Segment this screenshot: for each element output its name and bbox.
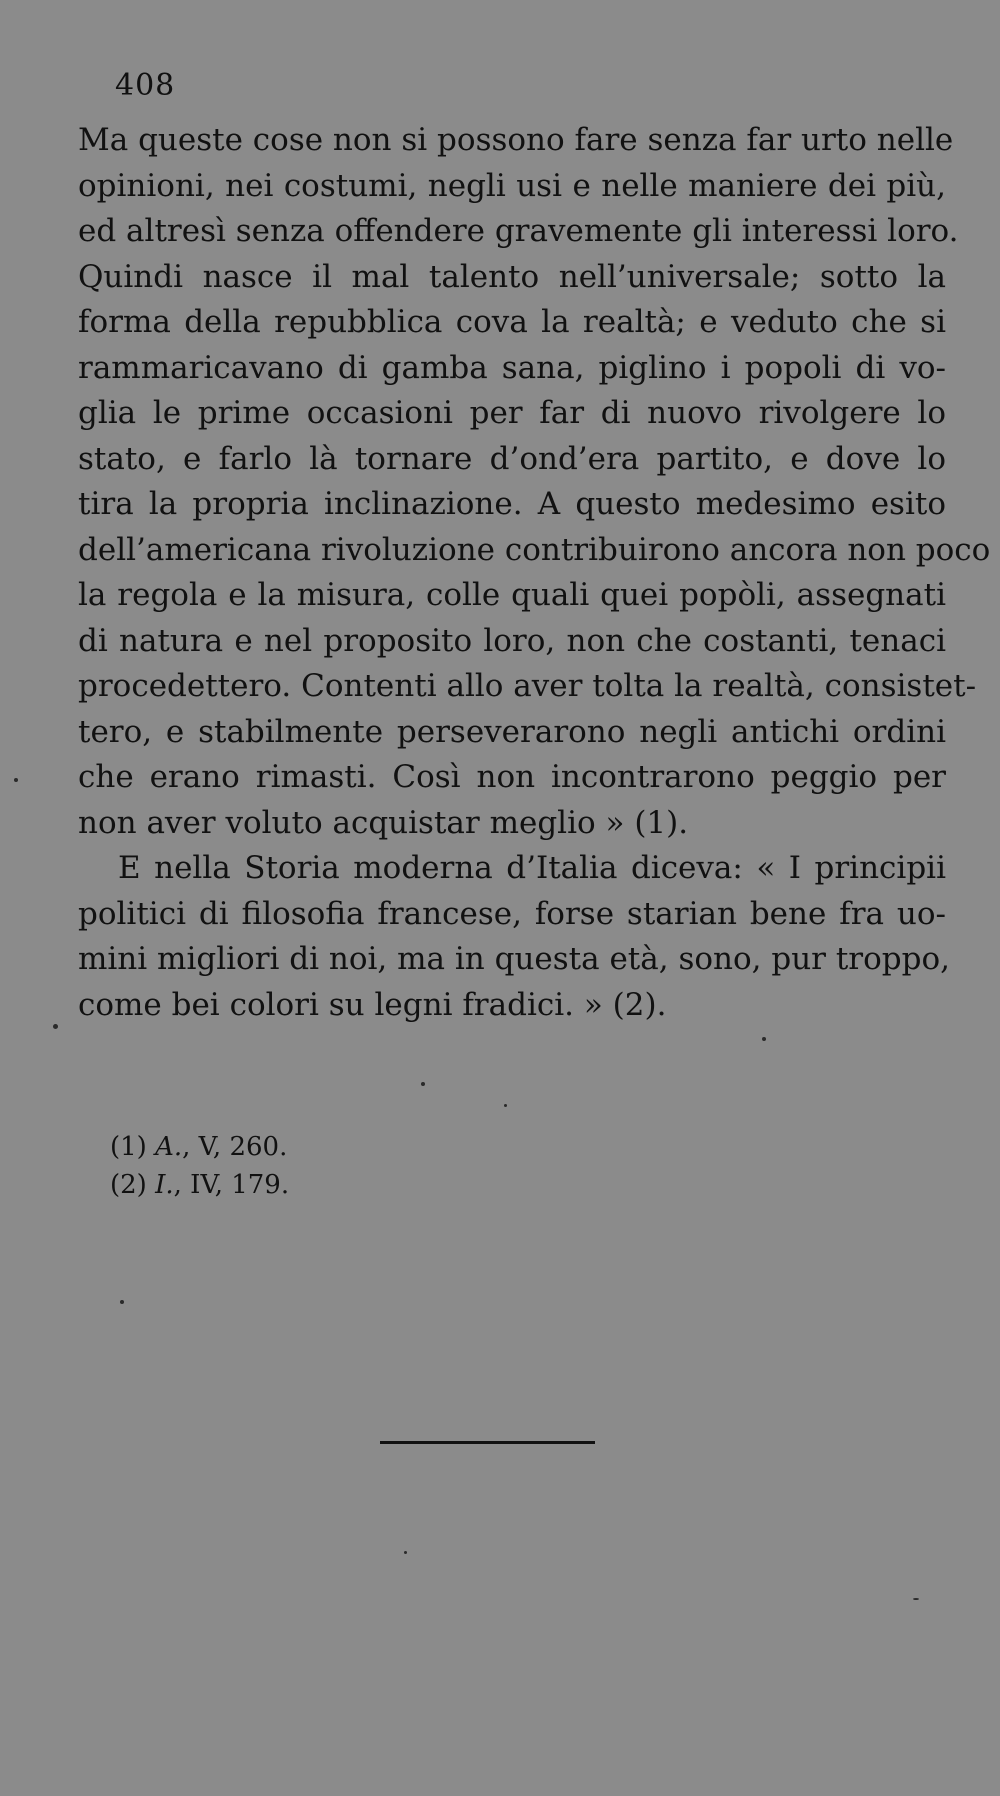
section-end-rule [380,1441,595,1444]
print-speck [14,778,18,782]
print-speck [404,1551,407,1554]
text-line: che erano rimasti. Così non incontrarono peggio per [78,759,946,795]
text-line: procedettero. Contenti allo aver tolta la realtà, consistet- [78,668,977,704]
text-line: Ma queste cose non si possono fare senza far urto nelle [78,122,954,158]
footnotes [110,1128,289,1204]
footnote-ref: , IV, 179. [173,1170,290,1200]
footnote-mark: (2) [110,1170,147,1200]
text-line: rammaricavano di gamba sana, piglino i popoli di vo- [78,349,946,386]
text-line: tira la propria inclinazione. A questo medesimo esito [78,486,946,522]
print-speck [504,1104,507,1107]
footnote [110,1166,289,1204]
print-speck [53,1024,58,1029]
text-line: come bei colori su legni fradici. » (2). [78,986,667,1023]
page-number: 408 [115,68,176,103]
text-line: ed altresì senza offendere gravemente gli interessi loro. [78,213,959,249]
text-line: stato, e farlo là tornare d’ond’era partito, e dove lo [78,440,946,477]
print-speck [120,1300,124,1304]
text-line: opinioni, nei costumi, negli usi e nelle maniere dei più, [78,167,946,204]
text-line: non aver voluto acquistar meglio » (1). [78,804,689,841]
print-speck [421,1082,425,1086]
text-line: tero, e stabilmente perseverarono negli antichi ordini [78,713,946,750]
text-line: di natura e nel proposito loro, non che costanti, tenaci [78,622,946,659]
print-speck [762,1037,766,1041]
text-line: la regola e la misura, colle quali quei popòli, assegnati [78,577,946,613]
text-line: dell’americana rivoluzione contribuirono ancora non poco [78,531,991,568]
text-line: forma della repubblica cova la realtà; e veduto che si [78,304,946,340]
footnote [110,1128,289,1166]
text-line: Quindi nasce il mal talento nell’universale; sotto la [78,258,946,295]
print-speck [913,1598,919,1600]
main-text [78,118,991,1028]
text-line: glia le prime occasioni per far di nuovo rivolgere lo [78,395,946,431]
text-line: mini migliori di noi, ma in questa età, sono, pur troppo, [78,941,950,977]
text-line: E nella Storia moderna d’Italia diceva: « I principii [118,850,946,886]
footnote-source: I. [155,1170,174,1200]
text-line: politici di filosofia francese, forse starian bene fra uo- [78,895,946,932]
footnote-mark: (1) [110,1132,147,1162]
footnote-ref: , V, 260. [182,1132,288,1162]
footnote-source: A. [155,1132,183,1162]
